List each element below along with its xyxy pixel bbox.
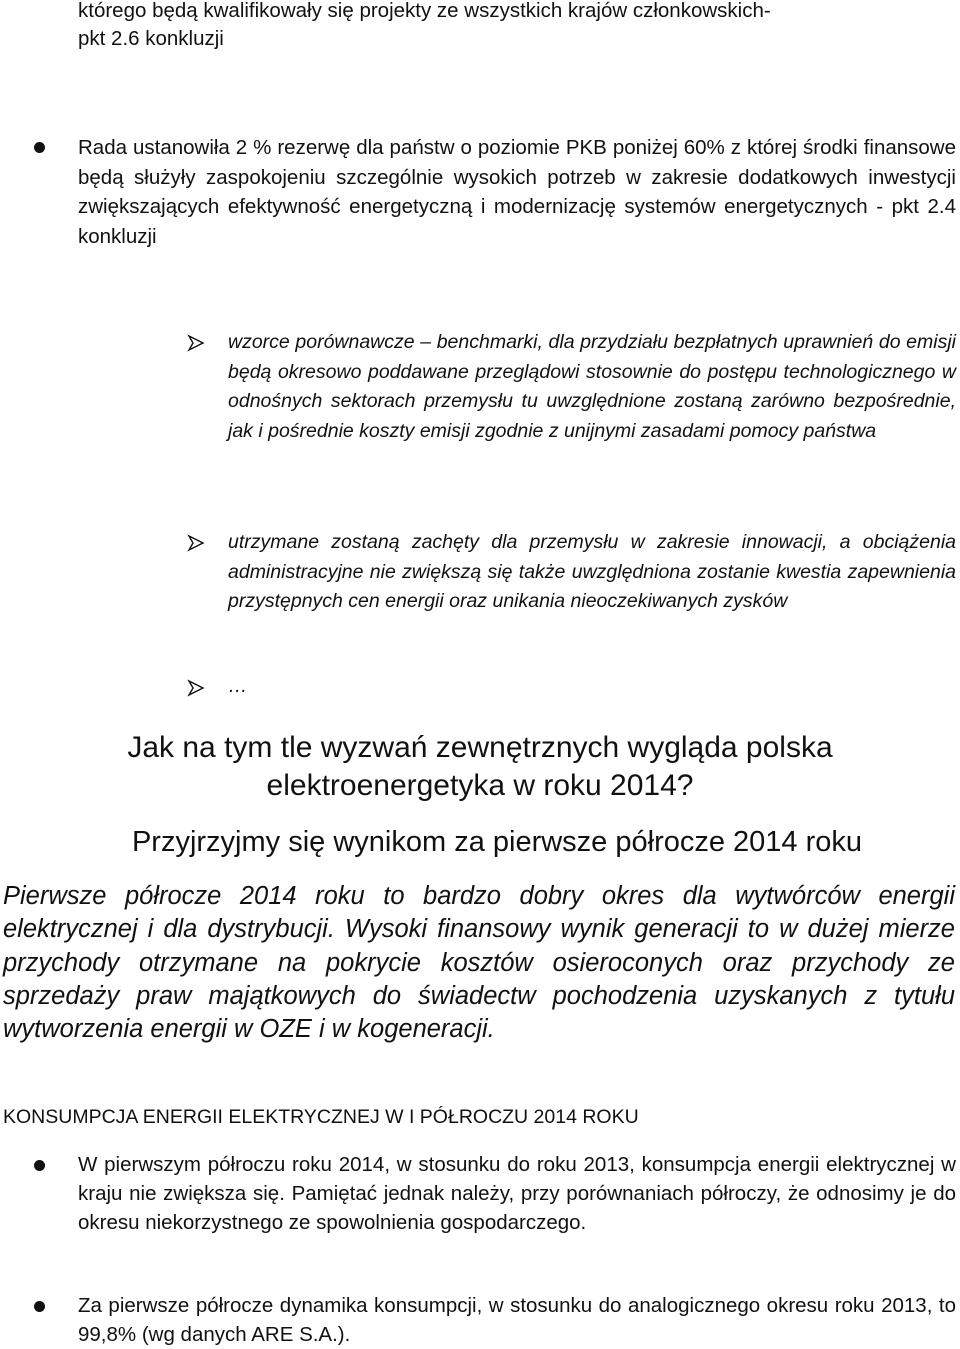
bullet-dot <box>34 1301 45 1312</box>
arrow-bullet-icon <box>186 678 206 698</box>
bullet-dot <box>34 142 45 153</box>
arrow-item-incentives: utrzymane zostaną zachęty dla przemysłu w zakresie innowacji, a obciążenia administracyjne nie zwiększą się także uwzględniona zostanie kwestia zapewnienia przystępnych cen energii oraz unikania nieoczekiwanych zysków <box>228 531 956 612</box>
arrow-item-ellipsis: … <box>228 675 248 697</box>
reserve-paragraph: Rada ustanowiła 2 % rezerwę dla państw o poziomie PKB poniżej 60% z której środki finansowe będą służyły zaspokojeniu szczególnie wysokich potrzeb w zakresie dodatkowych inwestycji zwiększających efektywność energetyczną i modernizację systemów energetycznych - pkt 2.4 konkluzji <box>78 136 956 248</box>
main-heading-line-2: elektroenergetyka w roku 2014? <box>266 769 694 802</box>
summary-paragraph: Pierwsze półrocze 2014 roku to bardzo dobry okres dla wytwórców energii elektrycznej i dla dystrybucji. Wysoki finansowy wynik generacji to w dużej mierze przychody otrzymane na pokrycie kosztów osieroconych oraz przychody ze sprzedaży praw majątkowych do świadectw pochodzenia uzyskanych z tytułu wytworzenia energii w OZE i w kogeneracji. <box>3 882 955 1044</box>
consumption-bullet-2: Za pierwsze półrocze dynamika konsumpcji, w stosunku do analogicznego okresu roku 2013, to 99,8% (wg danych ARE S.A.). <box>78 1294 956 1346</box>
consumption-bullet-1: W pierwszym półroczu roku 2014, w stosunku do roku 2013, konsumpcja energii elektrycznej w kraju nie zwiększa się. Pamiętać jednak należy, przy porównaniach półroczy, że odnosimy je do okresu niekorzystnego ze spowolnienia gospodarczego. <box>78 1153 956 1234</box>
section-heading: KONSUMPCJA ENERGII ELEKTRYCZNEJ W I PÓŁROCZU 2014 ROKU <box>3 1106 639 1128</box>
continuation-line-2: pkt 2.6 konkluzji <box>78 27 224 50</box>
arrow-bullet-icon <box>186 333 206 353</box>
arrow-bullet-icon <box>186 533 206 553</box>
continuation-line-1: którego będą kwalifikowały się projekty ze wszystkich krajów członkowskich- <box>78 0 771 22</box>
bullet-dot <box>34 1160 45 1171</box>
arrow-item-benchmarks: wzorce porównawcze – benchmarki, dla przydziału bezpłatnych uprawnień do emisji będą okresowo poddawane przeglądowi stosownie do postępu technologicznego w odnośnych sektorach przemysłu tu uwzględnione zostaną zarówno bezpośrednie, jak i pośrednie koszty emisji zgodnie z unijnymi zasadami pomocy państwa <box>228 331 956 442</box>
sub-heading: Przyjrzyjmy się wynikom za pierwsze półrocze 2014 roku <box>131 826 863 858</box>
main-heading-line-1: Jak na tym tle wyzwań zewnętrznych wygląda polska <box>127 731 833 764</box>
